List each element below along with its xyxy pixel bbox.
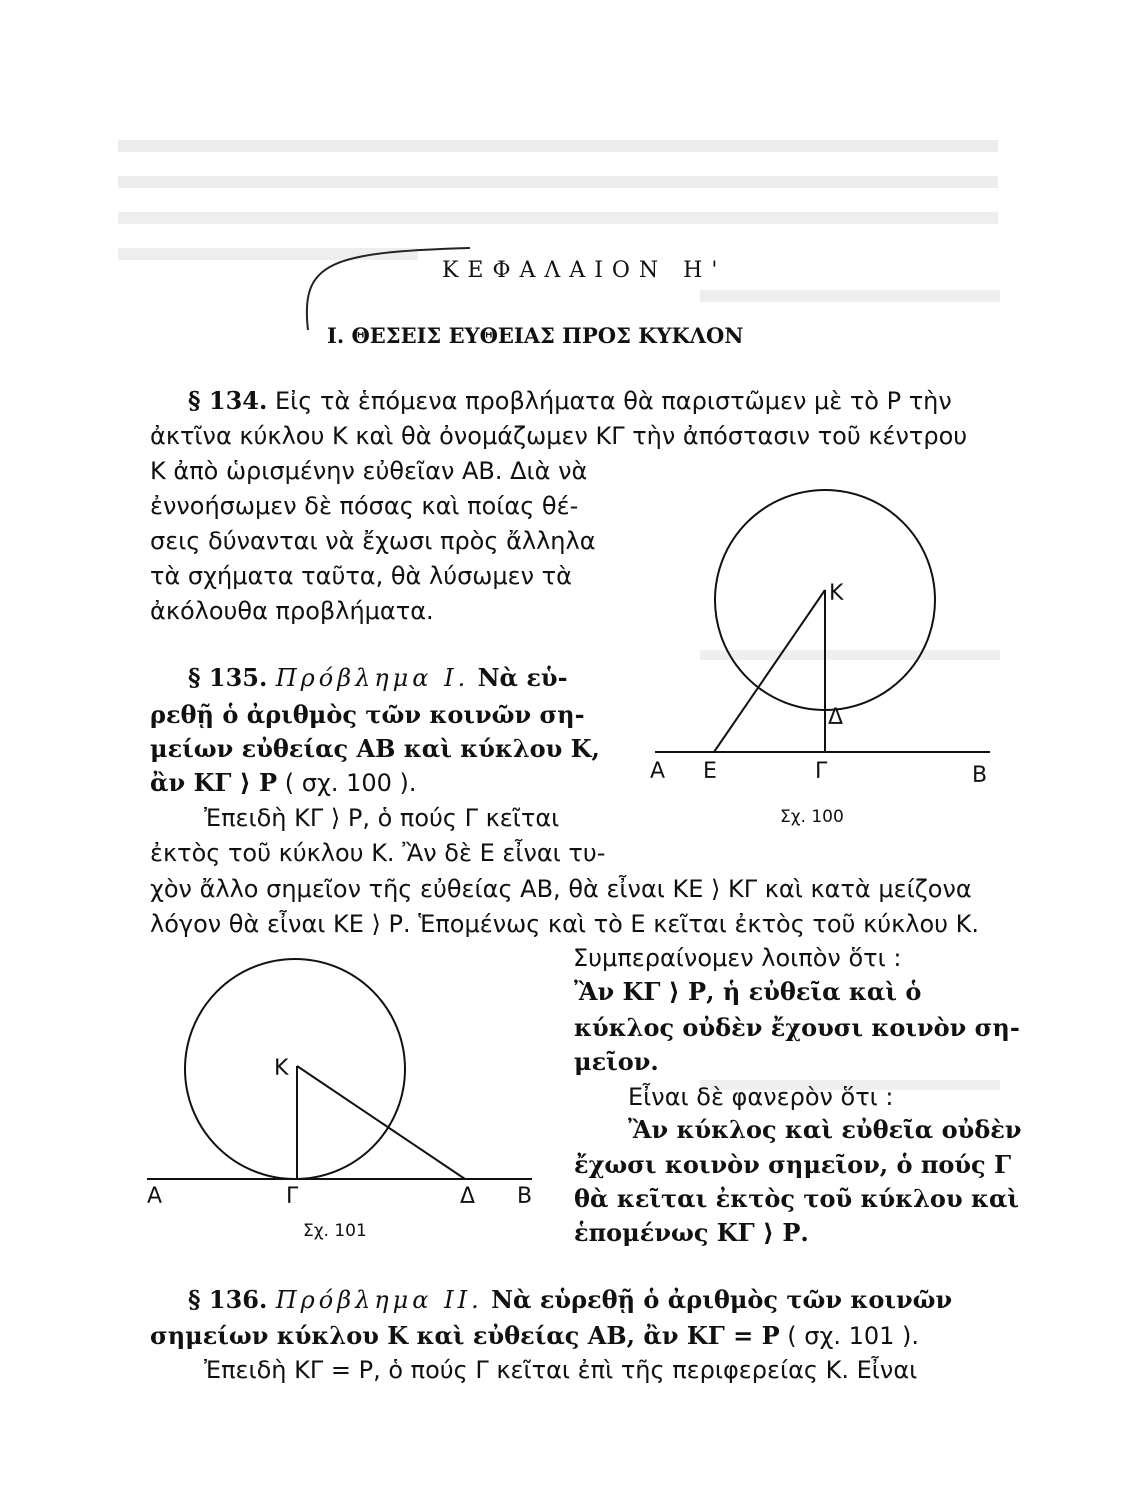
p135-converse-1: Ἂν κύκλος καὶ εὐθεῖα οὐδὲν [628, 1115, 1022, 1144]
fig101-label-D: Δ [460, 1184, 476, 1209]
p135-converse-3: θὰ κεῖται ἐκτὸς τοῦ κύκλου καὶ [574, 1184, 1020, 1213]
p135-converse-4: ἑπομένως ΚΓ ⟩ Ρ. [574, 1218, 809, 1247]
p135-text-2: ἐκτὸς τοῦ κύκλου Κ. Ἂν δὲ Ε εἶναι τυ- [150, 839, 606, 867]
section-heading: Ι. ΘΕΣΕΙΣ ΕΥΘΕΙΑΣ ΠΡΟΣ ΚΥΚΛΟΝ [327, 323, 744, 348]
p134-line-4: ἐννοήσωμεν δὲ πόσας καὶ ποίας θέ- [150, 492, 579, 520]
p134-number: § 134. [188, 386, 268, 415]
fig100-segment-KE [714, 590, 825, 752]
p134-line-3: Κ ἀπὸ ὡρισμένην εὐθεῖαν ΑΒ. Διὰ νὰ [150, 457, 588, 485]
p134-text: Εἰς τὰ ἑπόμενα προβλήματα θὰ παριστῶμεν μὲ τὸ Ρ τὴν [275, 387, 952, 415]
p136-condition: σημείων κύκλου Κ καὶ εὐθείας ΑΒ, ἂν ΚΓ = Ρ [150, 1321, 780, 1350]
p135-text-3: χὸν ἄλλο σημεῖον τῆς εὐθείας ΑΒ, θὰ εἶναι ΚΕ ⟩ ΚΓ καὶ κατὰ μείζονα [150, 875, 972, 903]
fig101-label-G: Γ [286, 1184, 299, 1209]
p134-line-2: ἀκτῖνα κύκλου Κ καὶ θὰ ὀνομάζωμεν ΚΓ τὴν ἀπόστασιν τοῦ κέντρου [150, 422, 968, 450]
fig100-label-E: Ε [703, 759, 717, 784]
p135-text-5: Συμπεραίνομεν λοιπὸν ὅτι : [573, 944, 902, 972]
pencil-bracket-mark [307, 248, 470, 330]
fig100-label-B: Β [972, 763, 988, 788]
fig101-label-K: Κ [274, 1056, 289, 1081]
fig100-label-D: Δ [828, 705, 844, 730]
p135-line-2: ρεθῇ ὁ ἀριθμὸς τῶν κοινῶν ση- [150, 700, 585, 729]
p135-conclusion-2: κύκλος οὐδὲν ἔχουσι κοινὸν ση- [574, 1013, 1020, 1042]
fig100-label-K: Κ [829, 581, 844, 606]
p136-number: § 136. [188, 1285, 268, 1314]
fig100-label-A: Α [650, 759, 666, 784]
p135-text-4: λόγον θὰ εἶναι ΚΕ ⟩ Ρ. Ἑπομένως καὶ τὸ Ε κεῖται ἐκτὸς τοῦ κύκλου Κ. [150, 910, 980, 938]
p135-line-1-rest: Νὰ εὑ- [477, 663, 568, 692]
p135-conclusion-3: μεῖον. [574, 1047, 659, 1076]
p134-line-7: ἀκόλουθα προβλήματα. [150, 597, 434, 625]
p135-line-3: μείων εὐθείας ΑΒ καὶ κύκλου Κ, [150, 734, 600, 763]
p135-conclusion-1: Ἂν ΚΓ ⟩ Ρ, ἡ εὐθεῖα καὶ ὁ [574, 977, 922, 1006]
fig101-caption: Σχ. 101 [303, 1221, 367, 1241]
p136-problem-label: Πρόβλημα ΙΙ. [275, 1286, 483, 1314]
p135-converse-2: ἔχωσι κοινὸν σημεῖον, ὁ πούς Γ [574, 1150, 1012, 1179]
p135-number: § 135. [188, 663, 268, 692]
figure-100 [650, 490, 990, 827]
fig100-caption: Σχ. 100 [780, 807, 844, 827]
p136-line-3: Ἐπειδὴ ΚΓ = Ρ, ὁ πούς Γ κεῖται ἐπὶ τῆς περιφερείας Κ. Εἶναι [204, 1356, 918, 1384]
p135-problem-label: Πρόβλημα Ι. [275, 664, 470, 692]
p136-fig-ref: ( σχ. 101 ). [787, 1322, 920, 1350]
fig101-label-A: Α [147, 1184, 163, 1209]
p134-line-6: τὰ σχήματα ταῦτα, θὰ λύσωμεν τὰ [150, 562, 572, 590]
p135-condition: ἂν ΚΓ ⟩ Ρ [150, 768, 278, 797]
chapter-title: ΚΕΦΑΛΑΙΟΝ Η' [442, 258, 727, 283]
p134-line-5: σεις δύνανται νὰ ἔχωσι πρὸς ἄλληλα [150, 527, 596, 555]
p135-text-1: Ἐπειδὴ ΚΓ ⟩ Ρ, ὁ πούς Γ κεῖται [204, 804, 560, 832]
p136-line-1-rest: Νὰ εὑρεθῇ ὁ ἀριθμὸς τῶν κοινῶν [491, 1285, 953, 1314]
fig100-label-G: Γ [815, 759, 828, 784]
p135-fig-ref: ( σχ. 100 ). [284, 769, 417, 797]
fig101-label-B: Β [517, 1184, 533, 1209]
figure-101 [147, 959, 532, 1241]
p135-evident: Εἶναι δὲ φανερὸν ὅτι : [628, 1083, 894, 1111]
fig101-circle [185, 959, 405, 1179]
fig101-segment-KD [297, 1066, 465, 1179]
